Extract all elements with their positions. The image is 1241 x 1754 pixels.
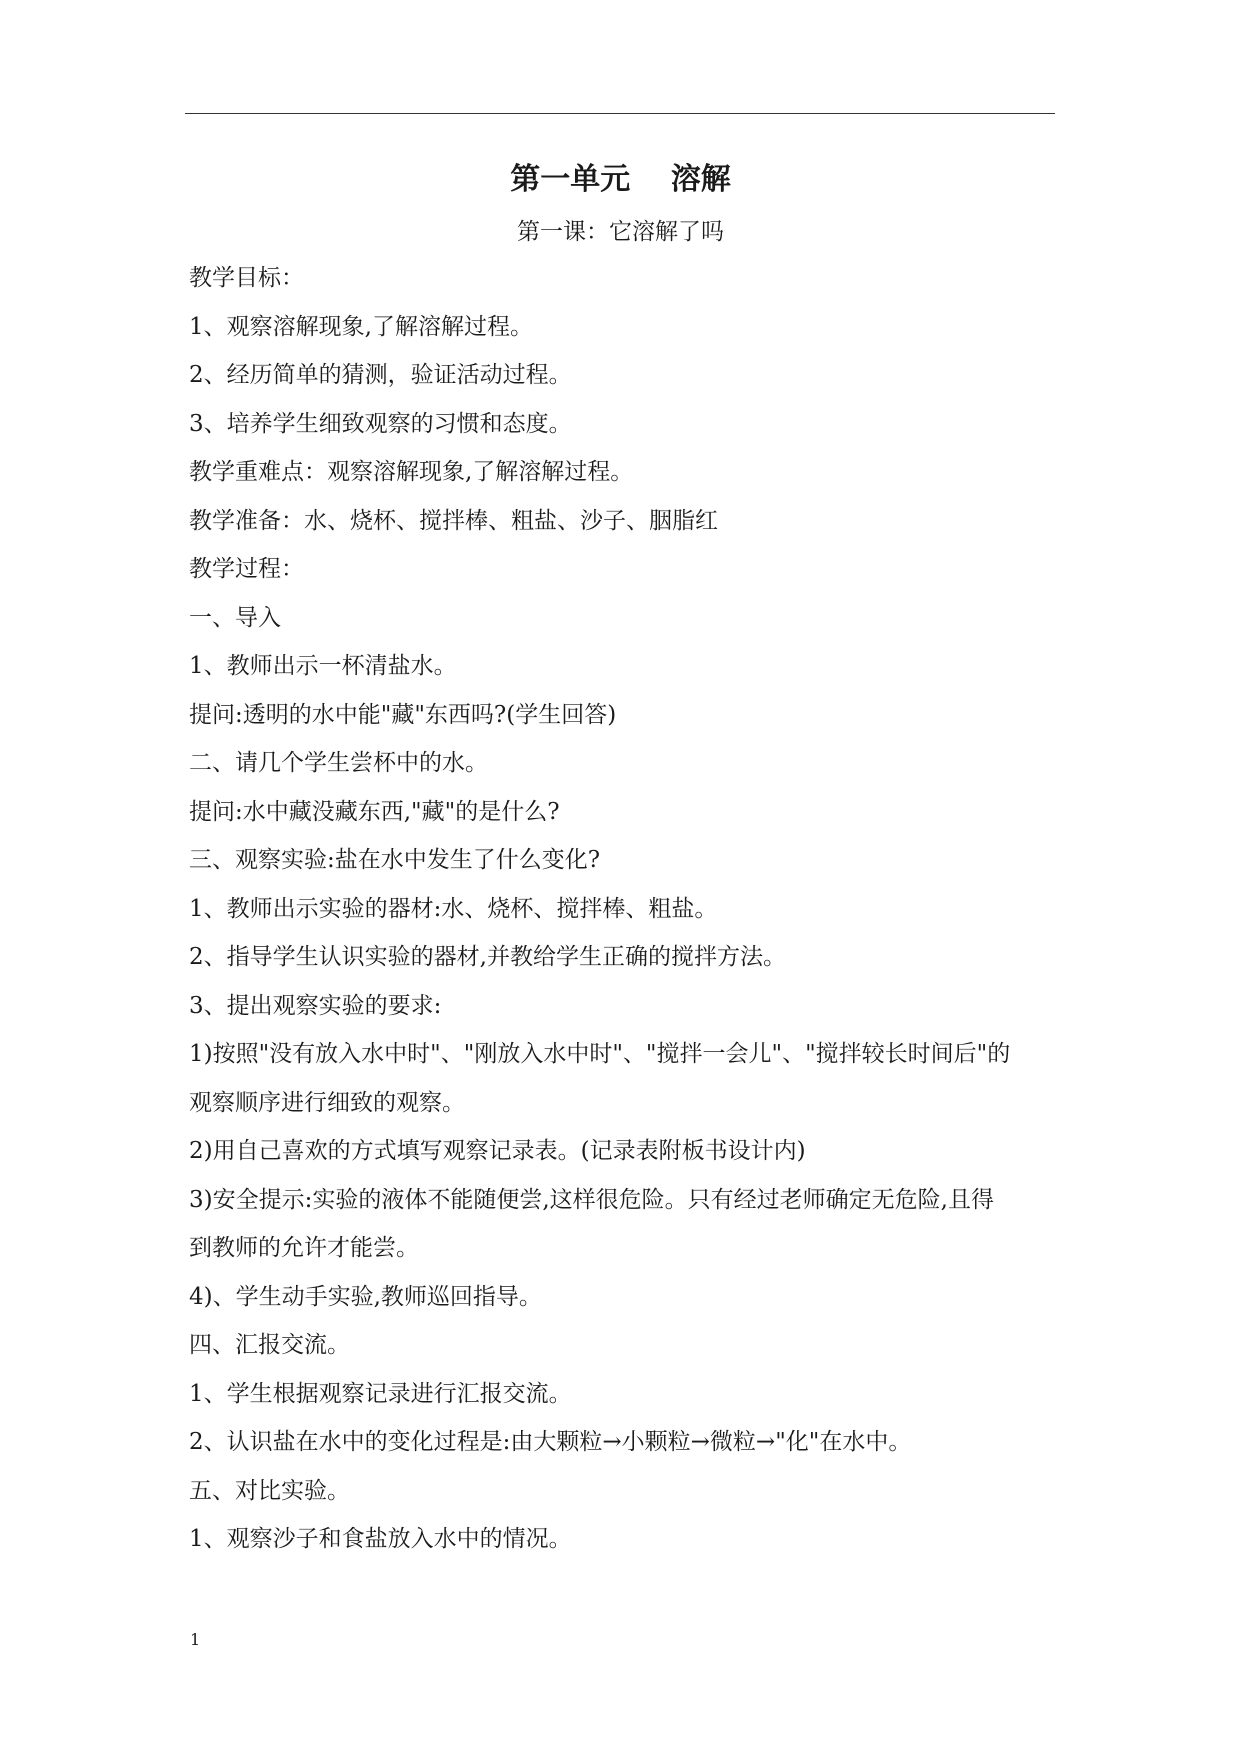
body-line: 1、观察溶解现象,了解溶解过程。 [189, 313, 533, 340]
body-line: 4)、学生动手实验,教师巡回指导。 [189, 1283, 542, 1310]
body-line: 教学过程： [189, 556, 304, 582]
body-line: 到教师的允许才能尝。 [189, 1235, 419, 1261]
page-number: 1 [190, 1630, 201, 1649]
body-line: 2)用自己喜欢的方式填写观察记录表。(记录表附板书设计内) [189, 1138, 806, 1164]
body-line: 提问:水中藏没藏东西,"藏"的是什么? [189, 798, 560, 825]
body-line: 2、指导学生认识实验的器材,并教给学生正确的搅拌方法。 [189, 944, 786, 970]
body-line: 1、教师出示实验的器材:水、烧杯、搅拌棒、粗盐。 [189, 895, 718, 922]
body-line: 3)安全提示:实验的液体不能随便尝,这样很危险。只有经过老师确定无危险,且得 [189, 1186, 994, 1213]
body-line: 2、经历简单的猜测，验证活动过程。 [189, 362, 572, 388]
body-line: 1)按照"没有放入水中时"、"刚放入水中时"、"搅拌一会儿"、"搅拌较长时间后"的 [189, 1041, 1011, 1067]
body-line: 2、认识盐在水中的变化过程是:由大颗粒→小颗粒→微粒→"化"在水中。 [189, 1429, 912, 1455]
body-line: 一、导入 [189, 604, 281, 631]
body-line: 观察顺序进行细致的观察。 [189, 1089, 465, 1116]
body-line: 教学准备：水、烧杯、搅拌棒、粗盐、沙子、胭脂红 [189, 507, 718, 534]
body-line: 提问:透明的水中能"藏"东西吗?(学生回答) [189, 701, 617, 728]
body-line: 1、教师出示一杯清盐水。 [189, 653, 457, 679]
body-line: 1、观察沙子和食盐放入水中的情况。 [189, 1526, 572, 1552]
document-body [189, 254, 1069, 1564]
body-line: 三、观察实验:盐在水中发生了什么变化? [189, 847, 601, 873]
body-line: 教学目标： [189, 265, 304, 291]
body-line: 五、对比实验。 [189, 1477, 350, 1504]
unit-title: 第一单元 溶解 [510, 162, 731, 197]
body-line: 3、培养学生细致观察的习惯和态度。 [189, 410, 572, 437]
header-rule [185, 113, 1055, 114]
body-line: 教学重难点：观察溶解现象,了解溶解过程。 [189, 459, 634, 485]
lesson-subtitle: 第一课：它溶解了吗 [517, 219, 724, 245]
body-line: 1、学生根据观察记录进行汇报交流。 [189, 1380, 572, 1407]
body-line: 3、提出观察实验的要求: [189, 992, 442, 1019]
body-line: 二、请几个学生尝杯中的水。 [189, 750, 488, 776]
body-line: 四、汇报交流。 [189, 1332, 350, 1358]
